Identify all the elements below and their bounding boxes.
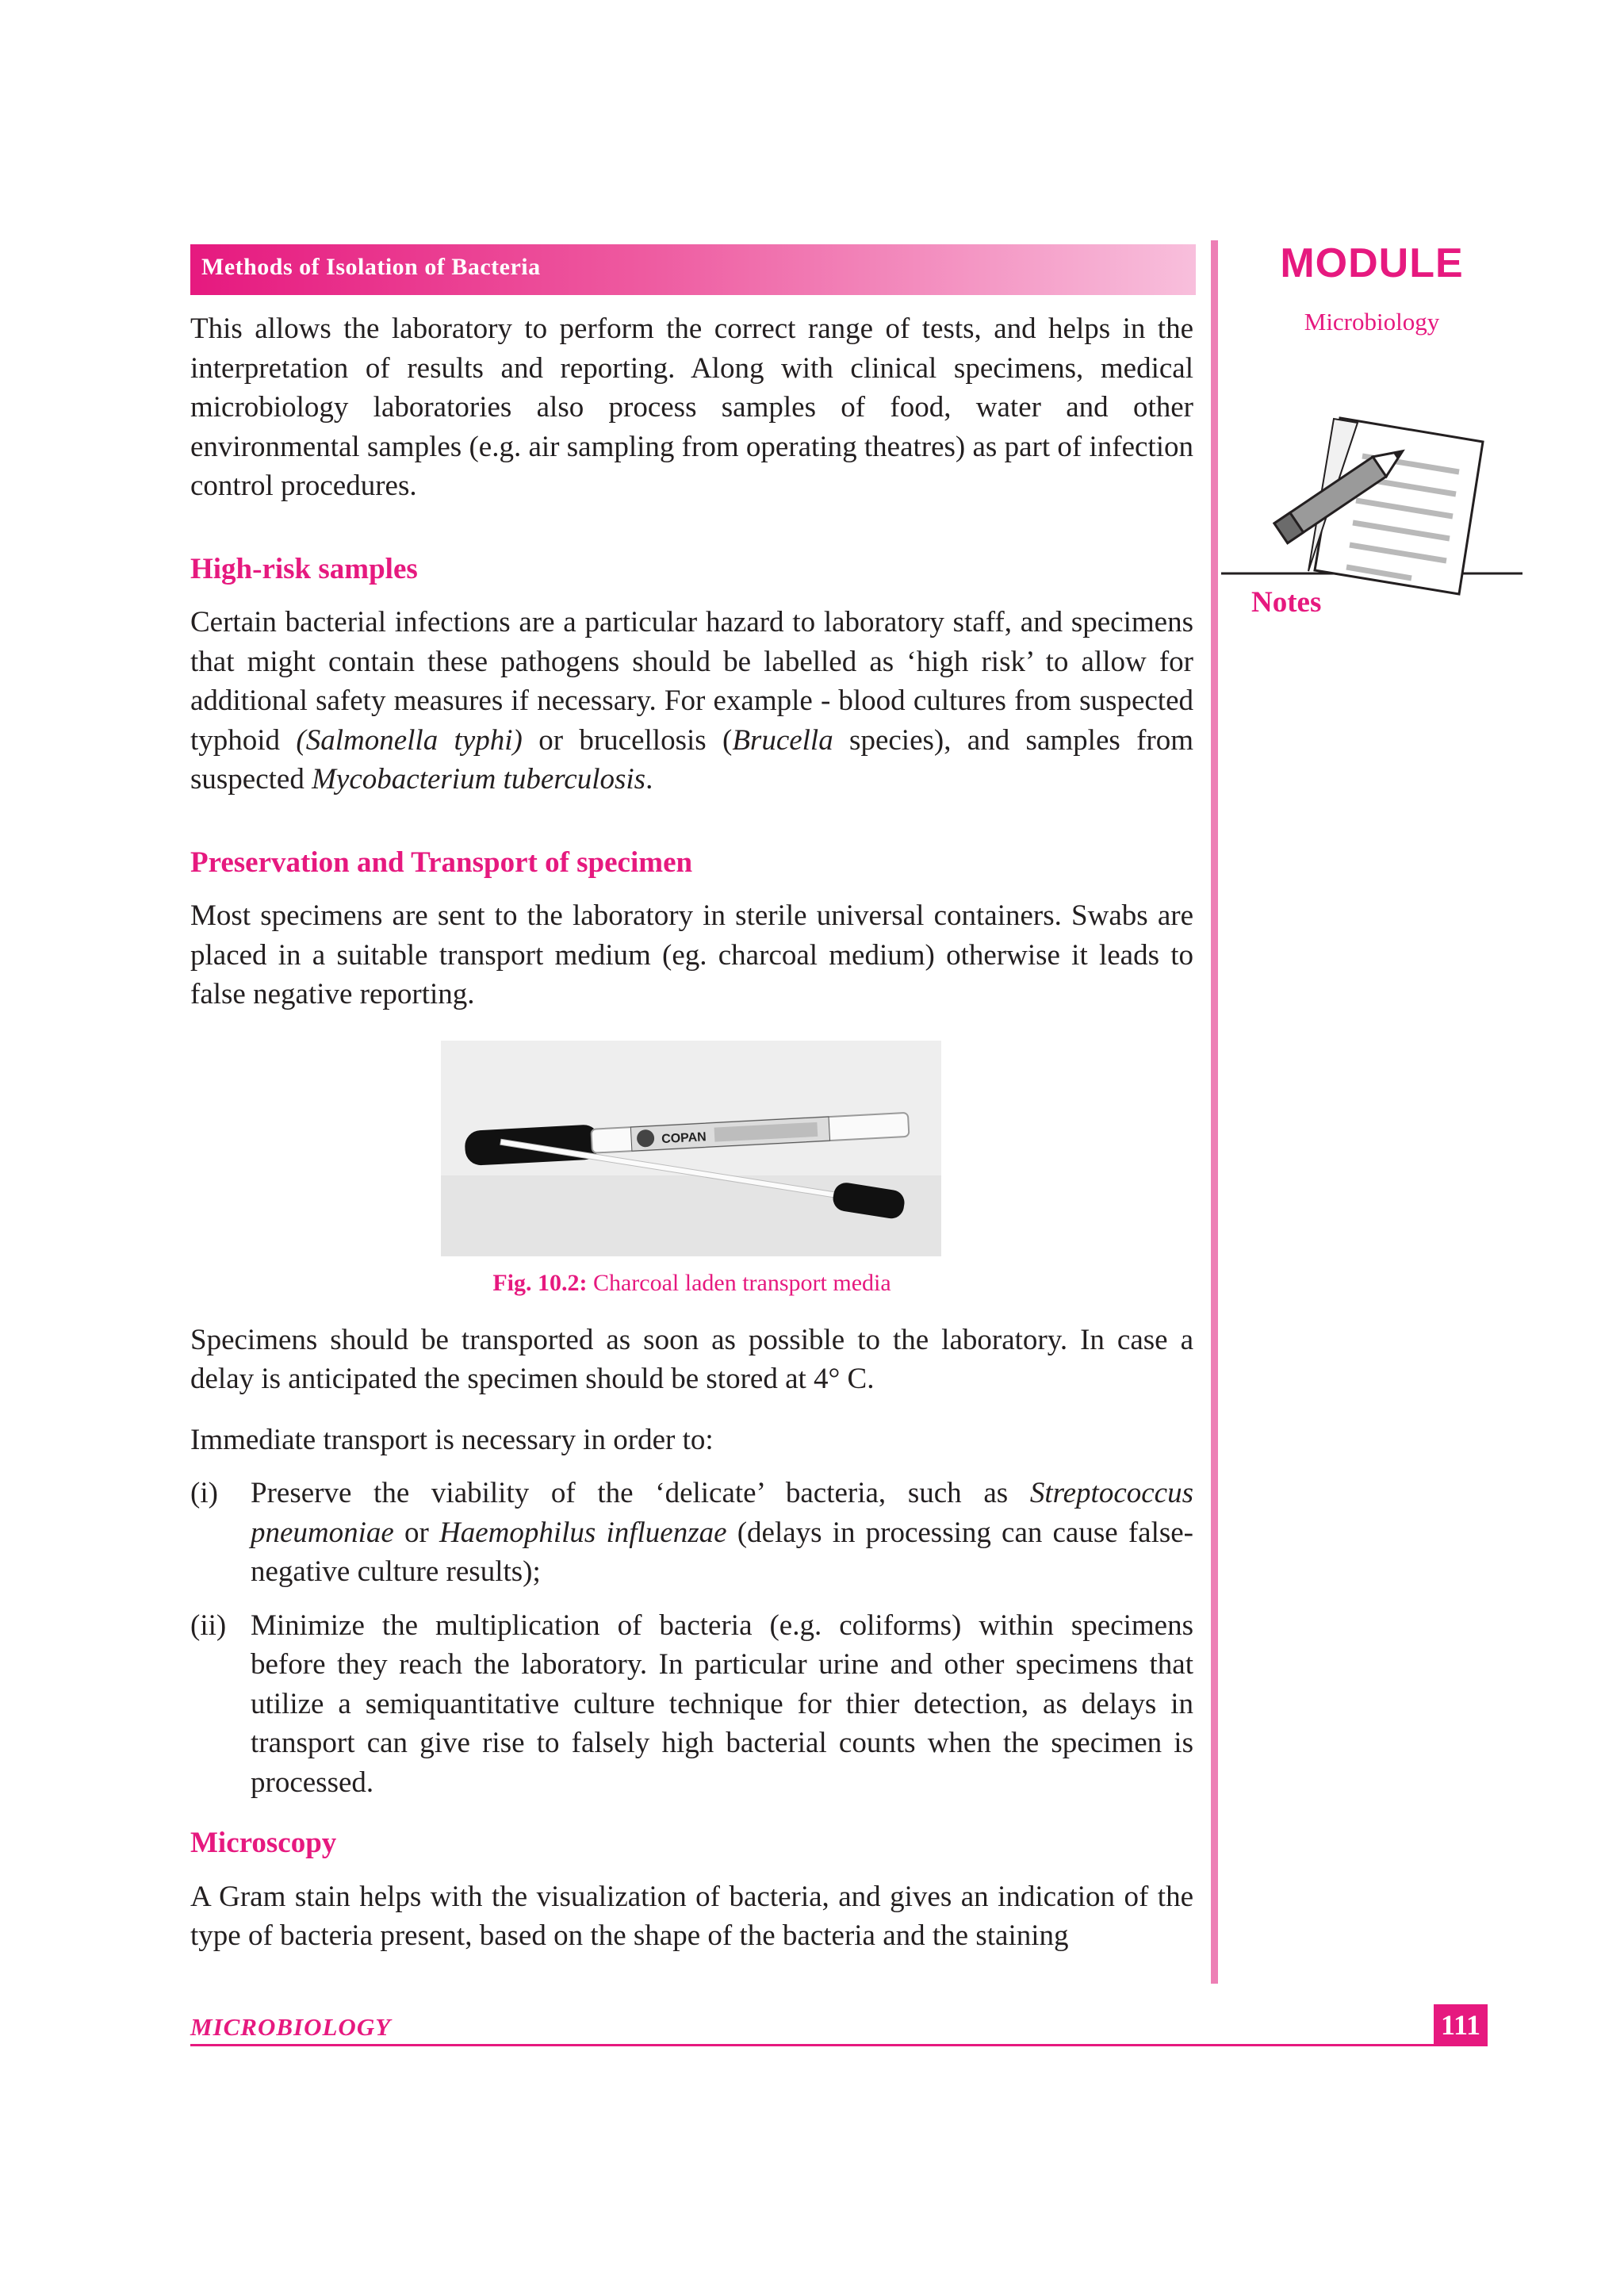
preservation-paragraph: Most specimens are sent to the laboratory in sterile universal containers. Swabs are placed in a suitable transport medium (eg. charcoal medium) otherwise it leads to false negative reporting.: [190, 899, 1193, 1010]
copan-label: COPAN: [661, 1129, 707, 1146]
transport-paragraph: Specimens should be transported as soon as possible to the laboratory. In case a delay is anticipated the specimen should be stored at 4° C.: [190, 1323, 1193, 1395]
immediate-transport-paragraph: Immediate transport is necessary in order to:: [190, 1423, 714, 1456]
page-number: 111: [1434, 2004, 1488, 2046]
high-risk-paragraph: Certain bacterial infections are a particular hazard to laboratory staff, and specimens that might contain these pathogens should be labelled as ‘high risk’ to allow for additional safety measures if necessary. For example - blood cultures from suspected typhoid (Salmonella typhi) or brucellosis (Brucella species), and samples from suspected Mycobacterium tuberculosis.: [190, 606, 1194, 796]
microscopy-paragraph: A Gram stain helps with the visualization of bacteria, and gives an indication of the type of bacteria present, based on the shape of the bacteria and the staining: [190, 1880, 1193, 1952]
section-title: Methods of Isolation of Bacteria: [201, 254, 541, 280]
footer-rule: [190, 2044, 1435, 2046]
figure-caption-text: Charcoal laden transport media: [592, 1269, 891, 1296]
intro-paragraph: This allows the laboratory to perform the correct range of tests, and helps in the interpretation of results and reporting. Along with clinical specimens, medical microbiology laboratories also process samples of food, water and other environmental samples (e.g. air sampling from operating theatres) as part of infection control procedures.: [190, 313, 1193, 502]
preservation-heading: Preservation and Transport of specimen: [190, 845, 693, 879]
notes-label: Notes: [1251, 586, 1322, 619]
figure-caption: [190, 1267, 1193, 1299]
notes-pencil-icon: [1221, 401, 1522, 599]
list-item: [190, 1474, 1193, 1592]
figure-caption-label: Fig. 10.2:: [492, 1269, 588, 1296]
list-number: (i): [190, 1477, 218, 1509]
list-item-text: Minimize the multiplication of bacteria (e.g. coliforms) within specimens before they reach the laboratory. In particular urine and other specimens that utilize a semiquantitative culture technique for thier detection, as delays in transport can give rise to falsely high bacterial counts when the specimen is processed.: [251, 1609, 1193, 1799]
list-item-text: Preserve the viability of the ‘delicate’ bacteria, such as Streptococcus pneumoniae or Haemophilus influenzae (delays in processing can cause false-negative culture results);: [251, 1477, 1193, 1588]
list-number: (ii): [190, 1609, 227, 1642]
section-header-band: [190, 244, 1196, 295]
module-subject: Microbiology: [1304, 308, 1440, 336]
swab-tube-photo: [441, 1041, 941, 1256]
figure-transport-media: [190, 1041, 1193, 1299]
list-item: [190, 1606, 1193, 1803]
high-risk-heading: High-risk samples: [190, 552, 418, 585]
margin-divider: [1211, 240, 1218, 1984]
footer-book-title: MICROBIOLOGY: [190, 2013, 392, 2041]
microscopy-heading: Microscopy: [190, 1827, 337, 1859]
main-content: [190, 309, 1193, 1956]
module-label: MODULE: [1280, 240, 1464, 286]
